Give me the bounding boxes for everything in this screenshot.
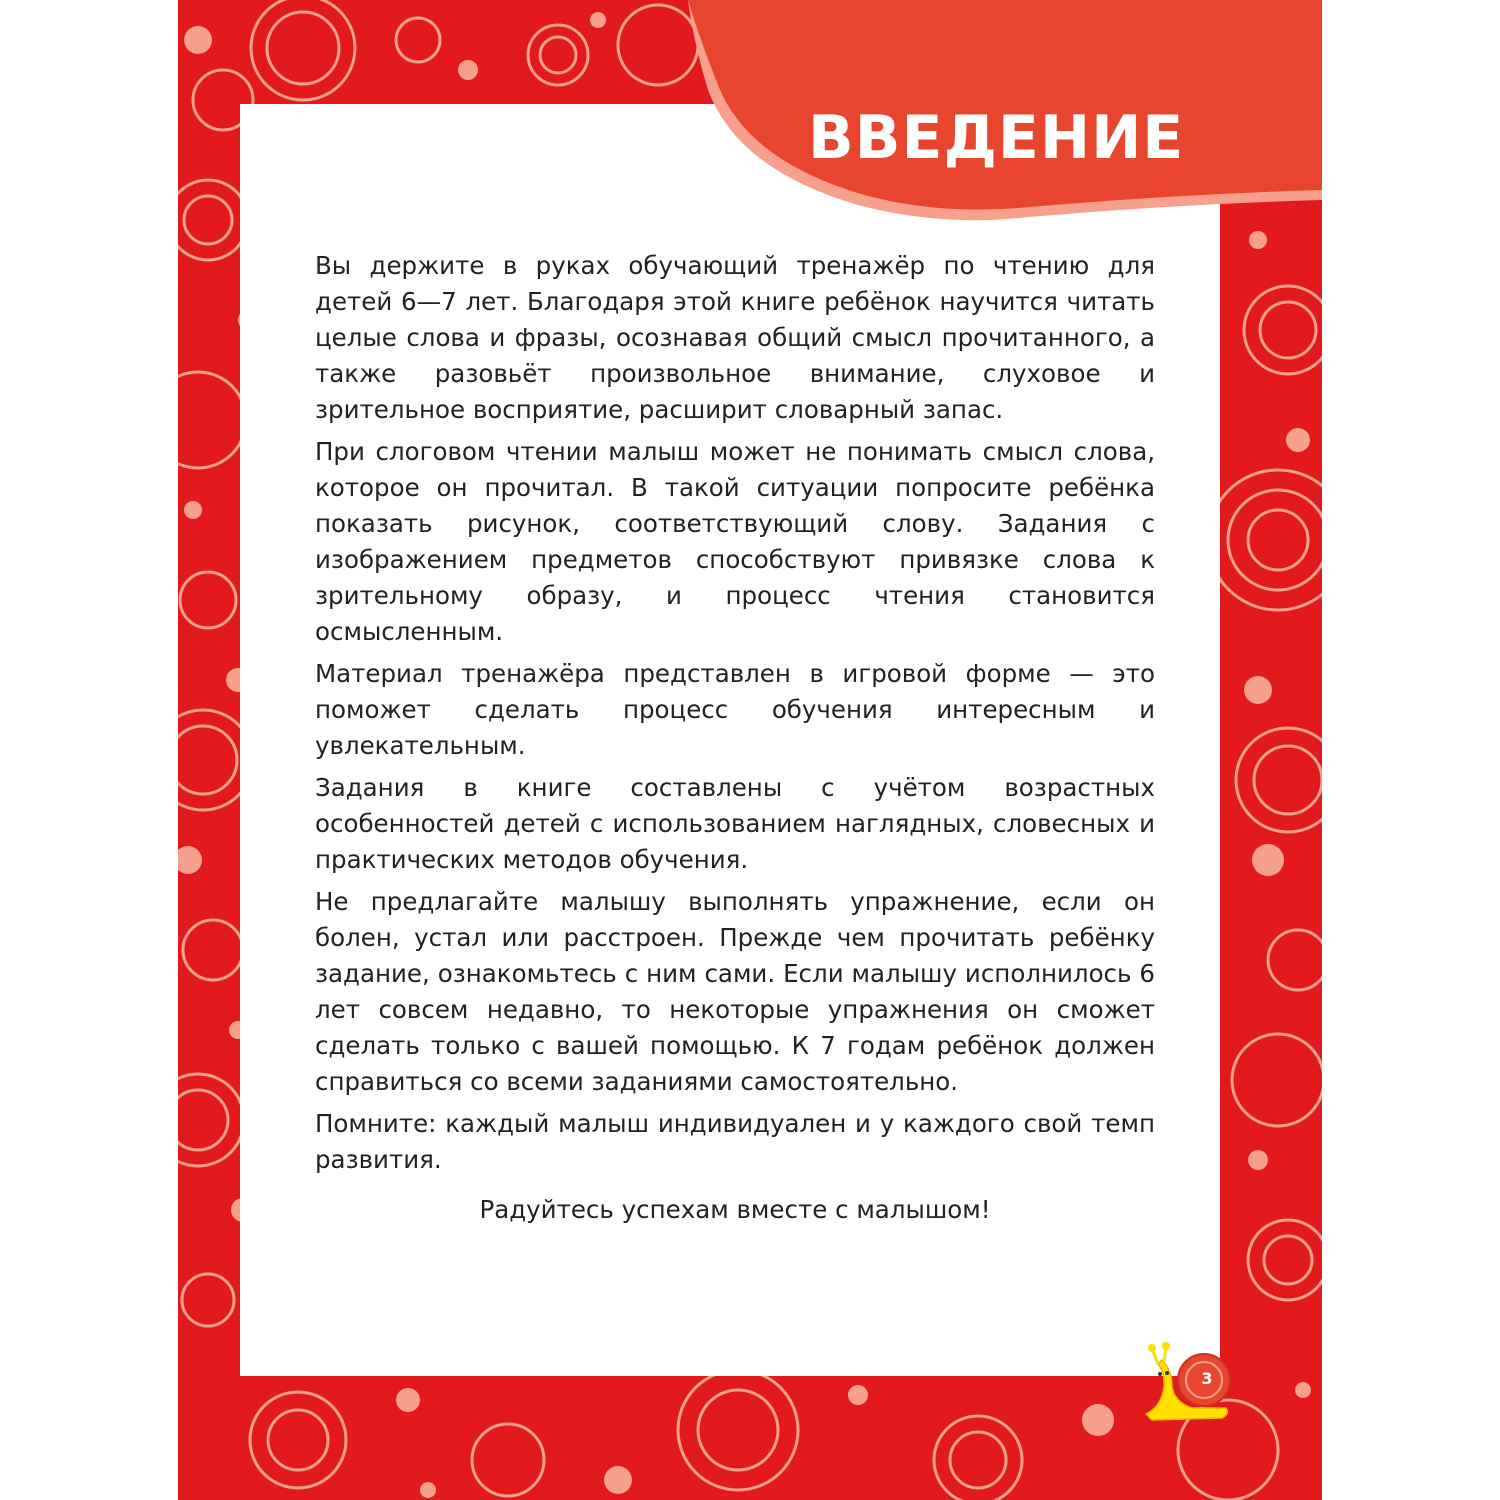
- page-title: ВВЕДЕНИЕ: [808, 103, 1185, 173]
- paragraph: Материал тренажёра представлен в игровой форме — это поможет сделать процесс обучения интересным и увлекательным.: [315, 659, 1155, 760]
- book-page: [178, 0, 1322, 1500]
- page-number: 3: [1201, 1369, 1213, 1388]
- paragraph: При слоговом чтении малыш может не понимать смысл слова, которое он прочитал. В такой ситуации попросите ребёнка показать рисунок, соответствующий слову. Задания с изображением предметов способствуют привязке слова к зрительному образу, и процесс чтения становится осмысленным.: [315, 437, 1155, 646]
- snail-icon: [1142, 1342, 1232, 1422]
- paragraph: Задания в книге составлены с учётом возрастных особенностей детей с использованием наглядных, словесных и практических методов обучения.: [315, 773, 1155, 874]
- paragraph: Вы держите в руках обучающий тренажёр по чтению для детей 6—7 лет. Благодаря этой книге ребёнок научится читать целые слова и фразы, осознавая общий смысл прочитанного, а также разовьёт произвольное внимание, слуховое и зрительное восприятие, расширит словарный запас.: [315, 251, 1155, 424]
- paragraph: Не предлагайте малышу выполнять упражнение, если он болен, устал или расстроен. Прежде чем прочитать ребёнку задание, ознакомьтесь с ним сами. Если малышу исполнилось 6 лет совсем недавно, то некоторые упражнения он сможет сделать только с вашей помощью. К 7 годам ребёнок должен справиться со всеми заданиями самостоятельно.: [315, 887, 1155, 1096]
- closing-line: Радуйтесь успехам вместе с малышом!: [479, 1195, 991, 1224]
- intro-text: [315, 248, 1155, 1234]
- paragraph: Помните: каждый малыш индивидуален и у каждого свой темп развития.: [315, 1109, 1155, 1174]
